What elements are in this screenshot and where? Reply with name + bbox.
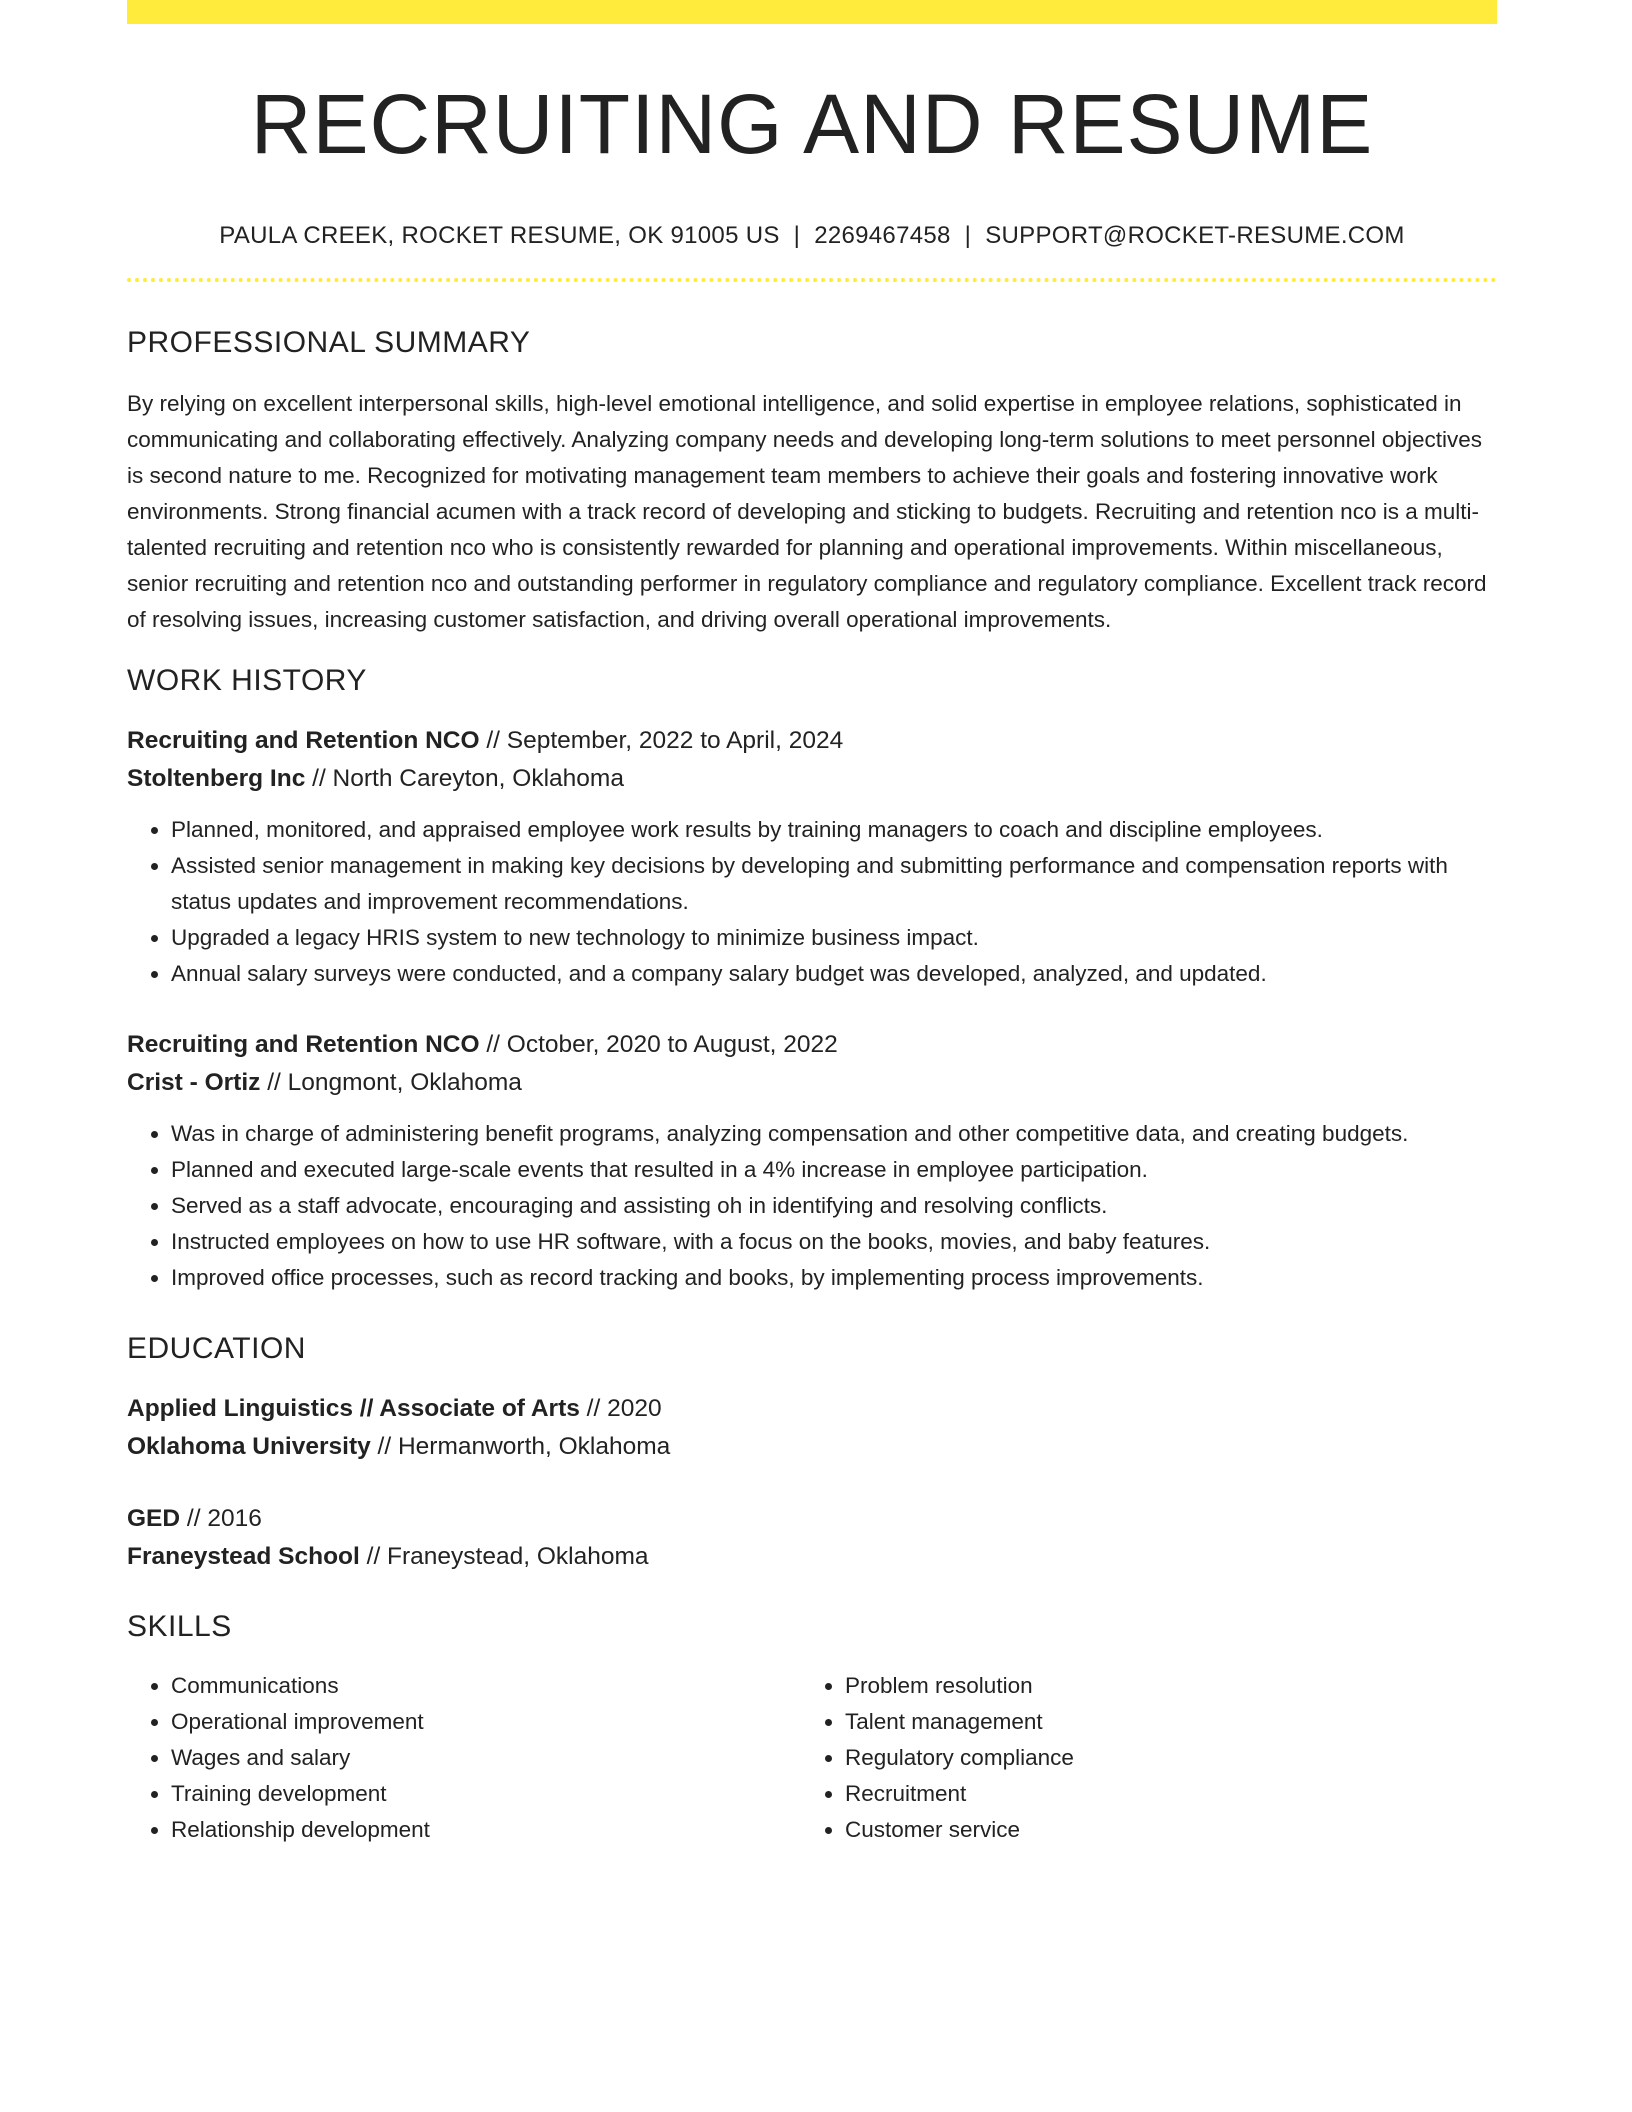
education-section — [127, 1332, 1497, 1576]
work-history-section — [127, 664, 1497, 1296]
education-location: // Franeystead, Oklahoma — [359, 1543, 649, 1570]
job-dates: // October, 2020 to August, 2022 — [479, 1031, 838, 1058]
education-school: Oklahoma University — [127, 1433, 371, 1460]
education-degree-line — [127, 1500, 1497, 1538]
education-degree: GED — [127, 1505, 181, 1532]
education-entry — [127, 1500, 1497, 1576]
list-item: • Assisted senior management in making key decisions by developing and submitting performance and compensation reports with status updates and improvement recommendations. — [171, 848, 1497, 920]
job-title: Recruiting and Retention NCO — [127, 727, 480, 754]
section-heading-skills: SKILLS — [127, 1610, 232, 1643]
contact-separator: | — [964, 222, 972, 249]
skill-item: • Talent management — [845, 1704, 1475, 1740]
job-entry — [127, 1026, 1497, 1102]
job-location: // Longmont, Oklahoma — [260, 1069, 522, 1096]
skill-item: • Training development — [171, 1776, 801, 1812]
skills-column-right — [801, 1668, 1475, 1848]
education-location: // Hermanworth, Oklahoma — [370, 1433, 671, 1460]
job-company-line — [127, 760, 1497, 798]
education-school: Franeystead School — [127, 1543, 360, 1570]
education-entry — [127, 1390, 1497, 1466]
contact-phone: 2269467458 — [814, 222, 951, 249]
list-item: • Planned and executed large-scale events that resulted in a 4% increase in employee participation. — [171, 1152, 1497, 1188]
job-title: Recruiting and Retention NCO — [127, 1031, 480, 1058]
education-degree: Applied Linguistics // Associate of Arts — [127, 1395, 580, 1422]
skill-item: • Communications — [171, 1668, 801, 1704]
education-school-line — [127, 1538, 1497, 1576]
skill-item: • Operational improvement — [171, 1704, 801, 1740]
list-item: • Improved office processes, such as record tracking and books, by implementing process improvements. — [171, 1260, 1497, 1296]
job-dates: // September, 2022 to April, 2024 — [479, 727, 844, 754]
job-company: Crist - Ortiz — [127, 1069, 261, 1096]
skill-item: • Customer service — [845, 1812, 1475, 1848]
top-accent-bar — [127, 0, 1497, 24]
job-company: Stoltenberg Inc — [127, 765, 306, 792]
skill-item: • Recruitment — [845, 1776, 1475, 1812]
skills-section — [127, 1610, 1497, 1848]
job-entry — [127, 722, 1497, 798]
summary-text: By relying on excellent interpersonal skills, high-level emotional intelligence, and solid expertise in employee relations, sophisticated in communicating and collaborating effectively. Analyzing company needs and developing long-term solutions to meet personnel objectives is second nature to me. Recognized for motivating management team members to achieve their goals and fostering innovative work environments. Strong financial acumen with a track record of developing and sticking to budgets. Recruiting and retention nco is a multi-talented recruiting and retention nco who is consistently rewarded for planning and operational improvements. Within miscellaneous, senior recruiting and retention nco and outstanding performer in regulatory compliance and regulatory compliance. Excellent track record of resolving issues, increasing customer satisfaction, and driving overall operational improvements. — [127, 391, 1487, 632]
education-year: // 2016 — [180, 1505, 262, 1532]
skill-item: • Wages and salary — [171, 1740, 801, 1776]
resume-name: RECRUITING AND RESUME — [250, 77, 1374, 171]
job-title-line — [127, 1026, 1497, 1064]
job-location: // North Careyton, Oklahoma — [305, 765, 624, 792]
job-title-line — [127, 722, 1497, 760]
contact-address: PAULA CREEK, ROCKET RESUME, OK 91005 US — [219, 222, 780, 249]
education-degree-line — [127, 1390, 1497, 1428]
contact-line — [127, 222, 1497, 250]
education-year: // 2020 — [579, 1395, 662, 1422]
list-item: • Instructed employees on how to use HR software, with a focus on the books, movies, and baby features. — [171, 1224, 1497, 1260]
list-item: • Upgraded a legacy HRIS system to new technology to minimize business impact. — [171, 920, 1497, 956]
summary-section — [127, 326, 1497, 638]
dotted-divider — [127, 278, 1497, 282]
job-bullets — [127, 812, 1497, 992]
skills-grid — [127, 1668, 1497, 1848]
skills-column-left — [127, 1668, 801, 1848]
skill-item: • Regulatory compliance — [845, 1740, 1475, 1776]
section-heading-education: EDUCATION — [127, 1332, 306, 1365]
skill-item: • Problem resolution — [845, 1668, 1475, 1704]
contact-email: SUPPORT@ROCKET-RESUME.COM — [985, 222, 1405, 249]
resume-page — [127, 0, 1497, 1848]
list-item: • Was in charge of administering benefit programs, analyzing compensation and other competitive data, and creating budgets. — [171, 1116, 1497, 1152]
education-school-line — [127, 1428, 1497, 1466]
list-item: • Served as a staff advocate, encouraging and assisting oh in identifying and resolving conflicts. — [171, 1188, 1497, 1224]
contact-separator: | — [793, 222, 801, 249]
job-bullets — [127, 1116, 1497, 1296]
skill-item: • Relationship development — [171, 1812, 801, 1848]
section-heading-work: WORK HISTORY — [127, 664, 367, 697]
job-company-line — [127, 1064, 1497, 1102]
list-item: • Annual salary surveys were conducted, and a company salary budget was developed, analyzed, and updated. — [171, 956, 1497, 992]
section-heading-summary: PROFESSIONAL SUMMARY — [127, 326, 531, 359]
list-item: • Planned, monitored, and appraised employee work results by training managers to coach and discipline employees. — [171, 812, 1497, 848]
